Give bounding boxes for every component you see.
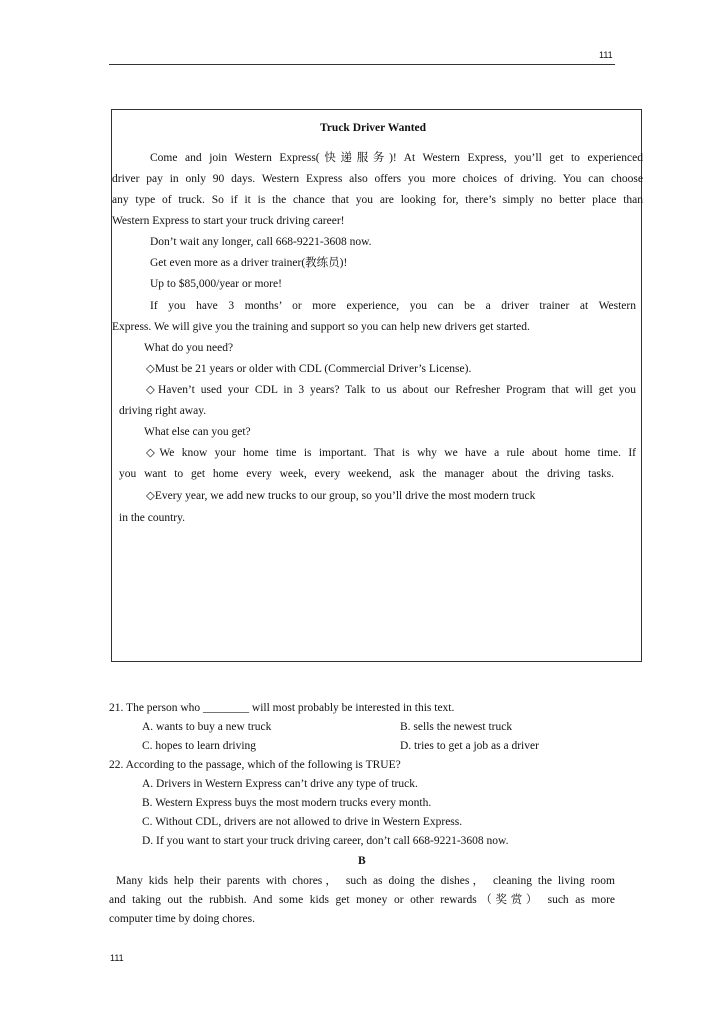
section-b-heading: B <box>358 855 366 867</box>
question-21-option-a: A. wants to buy a new truck <box>142 721 272 733</box>
question-22-option-c: C. Without CDL, drivers are not allowed to drive in Western Express. <box>142 816 463 828</box>
question-22-stem: 22. According to the passage, which of the following is TRUE? <box>109 759 401 771</box>
ad-call-line: Don’t wait any longer, call 668-9221-3608 now. <box>150 236 372 248</box>
need-question: What do you need? <box>144 342 234 354</box>
footer-page-number: 111 <box>110 953 124 963</box>
section-b-line: and taking out the rubbish. And some kids get money or other rewards（奖赏） such as more <box>109 894 615 906</box>
question-22-option-a: A. Drivers in Western Express can’t drive any type of truck. <box>142 778 418 790</box>
ad-paragraph-line: Express. We will give you the training and support so you can help new drivers get started. <box>112 321 530 333</box>
ad-paragraph-line: any type of truck. So if it is the chance that you are looking for, there’s simply no better place than <box>112 194 643 206</box>
question-22-option-b: B. Western Express buys the most modern trucks every month. <box>142 797 432 809</box>
else-item-continuation: you want to get home every week, every weekend, ask the manager about the driving tasks. <box>119 468 614 480</box>
question-21-option-c: C. hopes to learn driving <box>142 740 257 752</box>
ad-paragraph-line: If you have 3 months’ or more experience, you can be a driver trainer at Western <box>150 300 636 312</box>
else-item: ◇Every year, we add new trucks to our group, so you’ll drive the most modern truck <box>146 490 536 502</box>
ad-pay-line: Up to $85,000/year or more! <box>150 278 282 290</box>
header-page-number: 111 <box>599 50 613 60</box>
ad-paragraph-line: Western Express to start your truck driving career! <box>112 215 345 227</box>
question-21-stem: 21. The person who ________ will most probably be interested in this text. <box>109 702 455 714</box>
section-b-line: Many kids help their parents with chores， such as doing the dishes， cleaning the living room <box>116 875 615 887</box>
section-b-line: computer time by doing chores. <box>109 913 255 925</box>
else-item-continuation: in the country. <box>119 512 186 524</box>
question-21-option-b: B. sells the newest truck <box>400 721 513 733</box>
ad-paragraph-line: Come and join Western Express(快递服务)! At Western Express, you’ll get to experienced <box>150 152 643 164</box>
question-22-option-d: D. If you want to start your truck driving career, don’t call 668-9221-3608 now. <box>142 835 509 847</box>
need-item: ◇Must be 21 years or older with CDL (Commercial Driver’s License). <box>146 363 472 375</box>
header-rule <box>109 64 615 65</box>
ad-paragraph-line: driver pay in only 90 days. Western Express also offers you more choices of driving. You can choose <box>112 173 643 185</box>
need-item-continuation: driving right away. <box>119 405 207 417</box>
ad-trainer-line: Get even more as a driver trainer(教练员)! <box>150 257 348 269</box>
ad-title: Truck Driver Wanted <box>320 122 427 134</box>
else-item: ◇We know your home time is important. That is why we have a rule about home time. If <box>146 447 636 459</box>
need-item: ◇Haven’t used your CDL in 3 years? Talk to us about our Refresher Program that will get you <box>146 384 636 396</box>
question-21-option-d: D. tries to get a job as a driver <box>400 740 539 752</box>
else-question: What else can you get? <box>144 426 251 438</box>
